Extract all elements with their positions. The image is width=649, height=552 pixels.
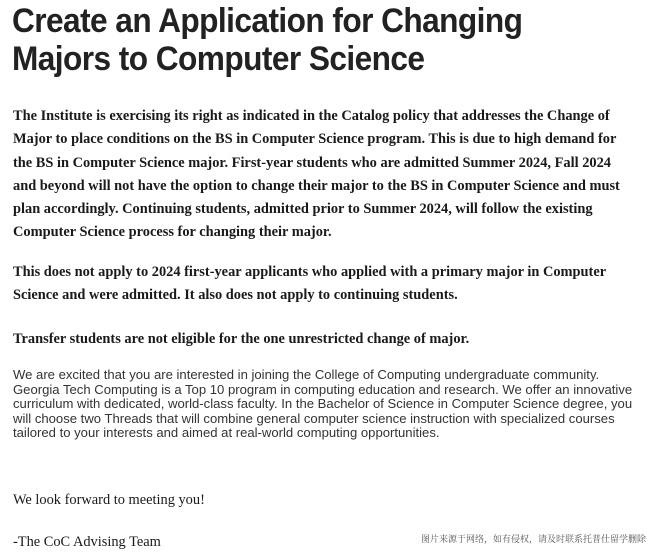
notice-paragraph-2: This does not apply to 2024 first-year applicants who applied with a primary major in Computer Science and were admitted. It also does not apply to continuing students. [13, 264, 606, 304]
signature: -The CoC Advising Team [13, 534, 161, 550]
page-title: Create an Application for Changing Majors to Computer Science [12, 2, 523, 78]
closing-line: We look forward to meeting you! [13, 492, 205, 508]
image-source-watermark: 图片来源于网络，如有侵权，请及时联系托普仕留学删除 [420, 535, 646, 545]
notice-paragraph-3: Transfer students are not eligible for the one unrestricted change of major. [13, 331, 470, 347]
intro-paragraph: We are excited that you are interested in joining the College of Computing undergraduate community. Georgia Tech Computing is a Top 10 program in computing education and research. We offer an innovative curriculum with dedicated, world-class faculty. In the Bachelor of Science in Computer Science degree, you will choose two Threads that will combine general computer science instruction with specialized courses tailored to your interests and aimed at real-world computing opportunities. [13, 367, 633, 441]
notice-paragraph-1: The Institute is exercising its right as indicated in the Catalog policy that addresses the Change of Major to place conditions on the BS in Computer Science program. This is due to high demand for the BS in Computer Science major. First-year students who are admitted Summer 2024, Fall 2024 and beyond will not have the option to change their major to the BS in Computer Science and must plan accordingly. Continuing students, admitted prior to Summer 2024, will follow the existing Computer Science process for changing their major. [13, 108, 620, 241]
